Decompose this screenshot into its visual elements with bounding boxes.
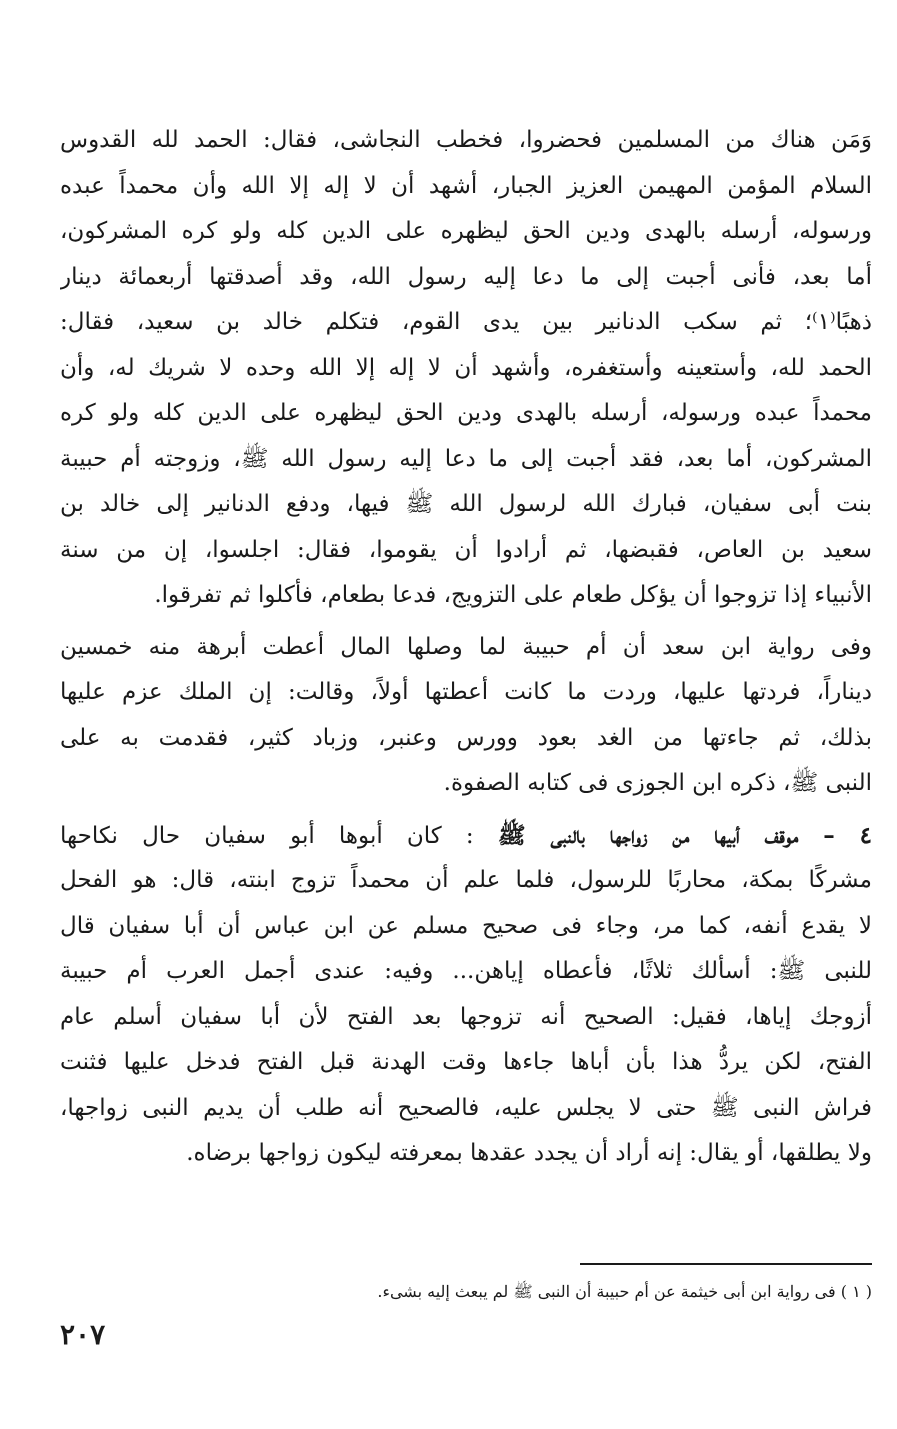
text-line: النبى ﷺ، ذكره ابن الجوزى فى كتابه الصفوة.: [443, 770, 872, 796]
footnote-divider: [580, 1263, 872, 1265]
page-number: ٢٠٧: [60, 1318, 106, 1351]
text-line: بنت أبى سفيان، فبارك الله لرسول الله ﷺ فيها، ودفع الدنانير إلى خالد بن: [60, 491, 872, 517]
text-line: للنبى ﷺ: أسألك ثلاثًا، فأعطاه إياهن... وفيه: عندى أجمل العرب أم حبيبة: [60, 958, 872, 984]
text-line: ورسوله، أرسله بالهدى ودين الحق ليظهره على الدين كله ولو كره المشركون،: [60, 218, 872, 244]
text-line: ولا يطلقها، أو يقال: إنه أراد أن يجدد عقدها بمعرفته ليكون زواجها برضاه.: [186, 1140, 872, 1166]
section-heading: ٤ – موقف أبيها من زواجها بالنبى ﷺ: [497, 821, 872, 849]
paragraph-1: [60, 118, 872, 619]
text-line: سعيد بن العاص، فقبضها، ثم أرادوا أن يقوموا، فقال: اجلسوا، إن من سنة: [60, 536, 872, 563]
footnote: ( ١ ) فى رواية ابن أبى خيثمة عن أم حبيبة أن النبى ﷺ لم يبعث إليه بشىء.: [377, 1282, 872, 1301]
text-line: الفتح، لكن يردُّ هذا بأن أباها جاءها وقت الهدنة قبل الفتح فدخل عليها فثنت: [60, 1049, 872, 1075]
text-line: أما بعد، فأنى أجبت إلى ما دعا إليه رسول الله، وقد أصدقتها أربعمائة دينار: [60, 263, 872, 290]
text-line: الأنبياء إذا تزوجوا أن يؤكل طعام على التزويج، فدعا بطعام، فأكلوا ثم تفرقوا.: [154, 582, 872, 608]
text-line: فراش النبى ﷺ حتى لا يجلس عليه، فالصحيح أنه طلب أن يديم النبى زواجها،: [60, 1094, 872, 1121]
text-line: محمداً عبده ورسوله، أرسله بالهدى ودين الحق ليظهره على الدين كله ولو كره: [60, 400, 872, 426]
text-line: السلام المؤمن المهيمن العزيز الجبار، أشهد أن لا إله إلا الله وأن محمداً عبده: [60, 172, 872, 199]
text-line: الحمد لله، وأستعينه وأستغفره، وأشهد أن لا إله إلا الله وحده لا شريك له، وأن: [60, 354, 872, 381]
text-line: مشركًا بمكة، محاربًا للرسول، فلما علم أن محمداً تزوج ابنته، قال: هو الفحل: [60, 867, 872, 893]
text-line: لا يقدع أنفه، كما مر، وجاء فى صحيح مسلم عن ابن عباس أن أبا سفيان قال: [60, 912, 872, 939]
paragraph-3: [60, 813, 872, 1177]
text-line: ديناراً، فردتها عليها، وردت ما كانت أعطتها أولاً، وقالت: إن الملك عزم عليها: [60, 679, 872, 705]
text-line: [60, 813, 872, 859]
text-line: المشركون، أما بعد، فقد أجبت إلى ما دعا إليه رسول الله ﷺ، وزوجته أم حبيبة: [60, 445, 872, 472]
book-page: [60, 118, 872, 1398]
paragraph-2: [60, 625, 872, 807]
heading-line-rest: : كان أبوها أبو سفيان حال نكاحها: [60, 822, 474, 849]
text-line: أزوجك إياها، فقيل: الصحيح أنه تزوجها بعد الفتح لأن أبا سفيان أسلم عام: [60, 1003, 872, 1030]
text-line: بذلك، ثم جاءتها من الغد بعود وورس وعنبر، وزباد كثير، فقدمت به على: [60, 724, 872, 751]
text-line: وَمَن هناك من المسلمين فحضروا، فخطب النجاشى، فقال: الحمد لله القدوس: [60, 127, 872, 153]
text-line: وفى رواية ابن سعد أن أم حبيبة لما وصلها المال أعطت أبرهة منه خمسين: [60, 633, 872, 660]
text-line: ذهبًا⁽١⁾؛ ثم سكب الدنانير بين يدى القوم، فتكلم خالد بن سعيد، فقال:: [60, 309, 872, 335]
